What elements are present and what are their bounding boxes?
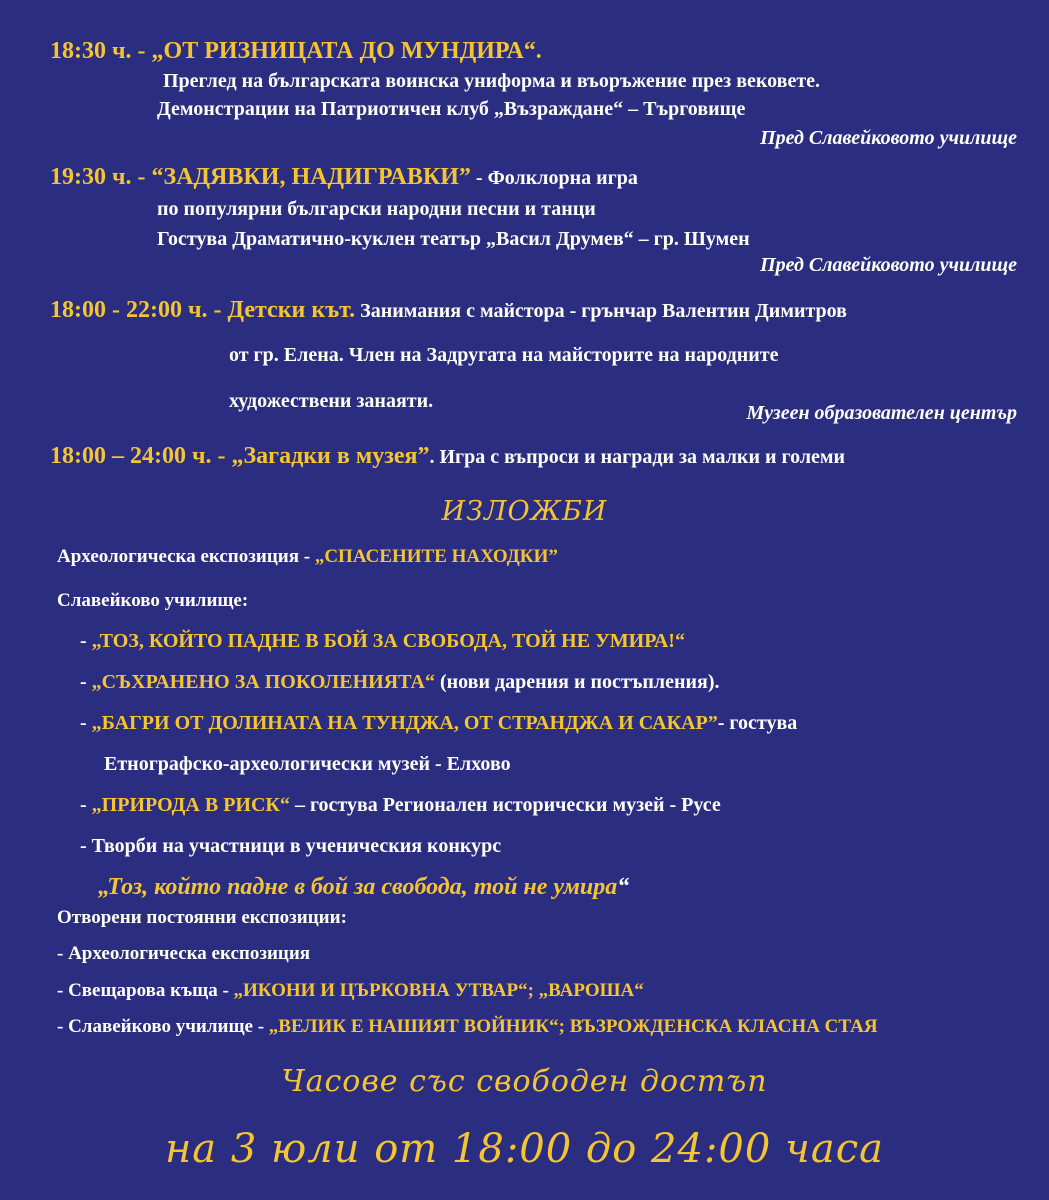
permanent-item-2: [57, 980, 644, 1002]
item-4-dash: -: [80, 794, 92, 816]
permanent-item-1: - Археологическа експозиция: [57, 943, 311, 964]
footer-line-2: на 3 юли от 18:00 до 24:00 часа: [164, 1126, 885, 1172]
exhibitions-heading: ИЗЛОЖБИ: [441, 496, 608, 527]
item-1-title: „ТОЗ, КОЙТО ПАДНЕ В БОЙ ЗА СВОБОДА, ТОЙ НЕ УМИРА!“: [91, 630, 685, 652]
event-3-line1: от гр. Елена. Член на Задругата на майсторите на народните: [229, 344, 779, 366]
item-5-quote-close: “: [617, 874, 630, 900]
event-2-title: “ЗАДЯВКИ, НАДИГРАВКИ”: [151, 164, 471, 190]
exhibition-item-1: [80, 630, 685, 653]
event-3-time: 18:00 - 22:00 ч. -: [50, 297, 228, 323]
event-2-line1: по популярни български народни песни и танци: [157, 198, 596, 220]
exhibition-item-3: [80, 712, 797, 735]
item-2-suffix: (нови дарения и постъпления).: [434, 671, 720, 693]
item-3-dash: -: [80, 712, 92, 734]
event-4-time: 18:00 – 24:00 ч. -: [50, 443, 232, 469]
event-2-heading: [50, 164, 638, 191]
permanent-2-prefix: - Свещарова къща -: [57, 980, 234, 1001]
archaeology-prefix: Археологическа експозиция -: [57, 546, 315, 567]
permanent-label: Отворени постоянни експозиции:: [57, 907, 347, 928]
permanent-3-prefix: - Славейково училище -: [57, 1016, 269, 1037]
event-3-title: Детски кът.: [227, 297, 356, 323]
item-3-suffix: - гостува: [717, 712, 798, 734]
item-5-quote-text: „Тоз, който падне в бой за свобода, той не умира: [98, 874, 618, 900]
event-1-time: 18:30 ч. -: [50, 38, 152, 64]
footer-line-1: Часове със свободен достъп: [281, 1064, 768, 1099]
permanent-3-title: „ВЕЛИК Е НАШИЯТ ВОЙНИК“; ВЪЗРОЖДЕНСКА КЛАСНА СТАЯ: [268, 1016, 878, 1037]
exhibition-item-3-line2: Етнографско-археологически музей - Елхово: [104, 753, 511, 775]
item-4-title: „ПРИРОДА В РИСК“: [91, 794, 290, 816]
item-4-suffix: – гостува Регионален исторически музей - Русе: [289, 794, 721, 816]
event-2-place: Пред Славейковото училище: [760, 254, 1017, 276]
event-1-title: „ОТ РИЗНИЦАТА ДО МУНДИРА“.: [151, 38, 542, 64]
school-label: Славейково училище:: [57, 590, 249, 611]
event-4-title-suffix: . Игра с въпроси и награди за малки и големи: [429, 446, 846, 468]
event-1-line2: Демонстрации на Патриотичен клуб „Възраждане“ – Търговище: [157, 98, 746, 120]
item-2-dash: -: [80, 671, 92, 693]
event-3-heading: [50, 297, 847, 324]
item-3-title: „БАГРИ ОТ ДОЛИНАТА НА ТУНДЖА, ОТ СТРАНДЖА И САКАР”: [91, 712, 718, 734]
event-2-line2: Гостува Драматично-куклен театър „Васил Друмев“ – гр. Шумен: [157, 228, 750, 250]
event-1-heading: [50, 38, 542, 65]
exhibition-item-5: - Творби на участници в ученическия конкурс: [80, 835, 502, 857]
event-1-line1: Преглед на българската воинска униформа и въоръжение през вековете.: [163, 70, 821, 92]
event-4-heading: [50, 443, 845, 470]
event-4-title: „Загадки в музея”: [231, 443, 430, 469]
event-3-place: Музеен образователен център: [746, 402, 1017, 424]
exhibition-item-4: [80, 794, 721, 817]
item-2-title: „СЪХРАНЕНО ЗА ПОКОЛЕНИЯТА“: [91, 671, 435, 693]
event-2-title-suffix: - Фолклорна игра: [470, 167, 638, 189]
event-2-time: 19:30 ч. -: [50, 164, 152, 190]
archaeology-exposition: [57, 546, 558, 568]
permanent-item-3: [57, 1016, 878, 1038]
event-3-title-suffix: Занимания с майстора - грънчар Валентин Димитров: [355, 300, 847, 322]
event-1-place: Пред Славейковото училище: [760, 127, 1017, 149]
exhibition-item-2: [80, 671, 720, 694]
exhibition-item-5-quote: [98, 874, 629, 901]
event-3-line2: художествени занаяти.: [229, 390, 434, 412]
item-1-dash: -: [80, 630, 92, 652]
archaeology-title: „СПАСЕНИТЕ НАХОДКИ”: [314, 546, 558, 567]
permanent-2-title: „ИКОНИ И ЦЪРКОВНА УТВАР“; „ВАРОША“: [233, 980, 644, 1001]
